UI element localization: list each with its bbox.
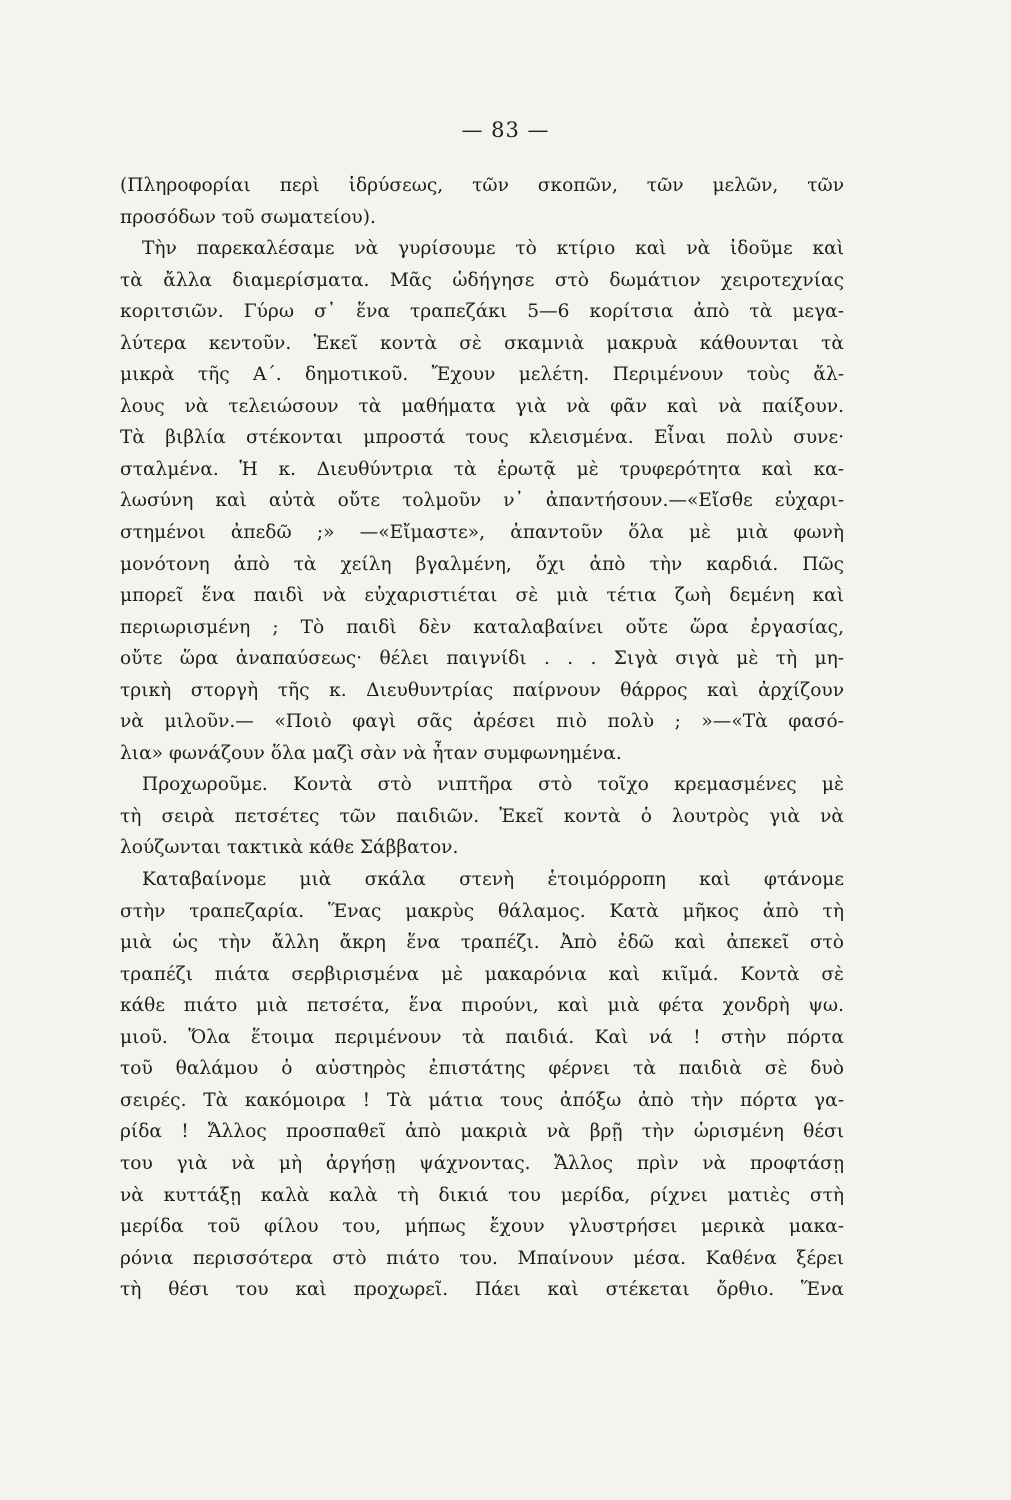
text-line: περιωρισμένη ; Τὸ παιδὶ δὲν καταλαβαίνει οὔτε ὥρα ἐργασίας, [120, 616, 844, 638]
text-line: στημένοι ἀπεδῶ ;» —«Εἴμαστε», ἀπαντοῦν ὅλα μὲ μιὰ φωνὴ [120, 522, 844, 544]
text-line: μιὰ ὡς τὴν ἄλλη ἄκρη ἕνα τραπέζι. Ἀπὸ ἐδῶ καὶ ἀπεκεῖ στὸ [120, 932, 844, 954]
paragraph [120, 864, 844, 1306]
text-line: τὴ σειρὰ πετσέτες τῶν παιδιῶν. Ἐκεῖ κοντὰ ὁ λουτρὸς γιὰ νὰ [120, 805, 844, 827]
text-line: μονότονη ἀπὸ τὰ χείλη βγαλμένη, ὄχι ἀπὸ τὴν καρδιά. Πῶς [120, 553, 844, 575]
text-line: μιοῦ. Ὅλα ἕτοιμα περιμένουν τὰ παιδιά. Καὶ νά ! στὴν πόρτα [120, 1026, 844, 1048]
text-line: νὰ κυττάξῃ καλὰ καλὰ τὴ δικιά του μερίδα, ρίχνει ματιὲς στὴ [120, 1184, 844, 1206]
text-line: τὴ θέσι του καὶ προχωρεῖ. Πάει καὶ στέκεται ὄρθιο. Ἕνα [120, 1279, 844, 1301]
paragraph [120, 170, 844, 233]
text-line: Καταβαίνομε μιὰ σκάλα στενὴ ἑτοιμόρροπη καὶ φτάνομε [142, 869, 844, 891]
text-line: (Πληροφορίαι περὶ ἱδρύσεως, τῶν σκοπῶν, τῶν μελῶν, τῶν [120, 175, 844, 196]
text-line: λύτερα κεντοῦν. Ἐκεῖ κοντὰ σὲ σκαμνιὰ μακρυὰ κάθουνται τὰ [120, 332, 844, 354]
text-line: Τὴν παρεκαλέσαμε νὰ γυρίσουμε τὸ κτίριο καὶ νὰ ἰδοῦμε καὶ [142, 238, 844, 260]
text-line: μερίδα τοῦ φίλου του, μήπως ἔχουν γλυστρήσει μερικὰ μακα- [120, 1216, 844, 1238]
text-line: νὰ μιλοῦν.— «Ποιὸ φαγὶ σᾶς ἀρέσει πιὸ πολὺ ; »—«Τὰ φασό- [120, 711, 844, 733]
text-line: ρόνια περισσότερα στὸ πιάτο του. Μπαίνουν μέσα. Καθένα ξέρει [120, 1247, 844, 1269]
text-line: λους νὰ τελειώσουν τὰ μαθήματα γιὰ νὰ φᾶν καὶ νὰ παίξουν. [120, 395, 844, 417]
text-line: τοῦ θαλάμου ὁ αὐστηρὸς ἐπιστάτης φέρνει τὰ παιδιὰ σὲ δυὸ [120, 1058, 844, 1080]
text-line: τὰ ἄλλα διαμερίσματα. Μᾶς ὡδήγησε στὸ δωμάτιον χειροτεχνίας [120, 269, 844, 291]
text-line: ρίδα ! Ἄλλος προσπαθεῖ ἀπὸ μακριὰ νὰ βρῇ τὴν ὡρισμένη θέσι [120, 1121, 844, 1143]
text-line: οὔτε ὥρα ἀναπαύσεως· θέλει παιγνίδι . . . Σιγὰ σιγὰ μὲ τὴ μη- [120, 648, 844, 670]
text-line: λούζωνται τακτικὰ κάθε Σάββατον. [120, 837, 459, 859]
paragraph [120, 233, 844, 769]
text-line: λωσύνη καὶ αὐτὰ οὔτε τολμοῦν ν᾽ ἀπαντήσουν.—«Εἴσθε εὐχαρι- [120, 490, 844, 512]
text-line: μικρὰ τῆς Α΄. δημοτικοῦ. Ἔχουν μελέτη. Περιμένουν τοὺς ἄλ- [120, 364, 844, 386]
text-line: στὴν τραπεζαρία. Ἕνας μακρὺς θάλαμος. Κατὰ μῆκος ἀπὸ τὴ [120, 900, 844, 922]
text-line: κοριτσιῶν. Γύρω σ᾽ ἕνα τραπεζάκι 5—6 κορίτσια ἀπὸ τὰ μεγα- [120, 301, 844, 323]
body-text [120, 170, 844, 1306]
text-line: σταλμένα. Ἡ κ. Διευθύντρια τὰ ἐρωτᾷ μὲ τρυφερότητα καὶ κα- [120, 458, 844, 480]
text-line: λια» φωνάζουν ὅλα μαζὶ σὰν νὰ ἦταν συμφωνημένα. [120, 742, 622, 764]
text-line: τρικὴ στοργὴ τῆς κ. Διευθυντρίας παίρνουν θάρρος καὶ ἀρχίζουν [120, 679, 844, 701]
text-line: προσόδων τοῦ σωματείου). [120, 206, 376, 228]
text-line: του γιὰ νὰ μὴ ἀργήσῃ ψάχνοντας. Ἄλλος πρὶν νὰ προφτάσῃ [120, 1152, 844, 1174]
paragraph [120, 769, 844, 864]
text-line: κάθε πιάτο μιὰ πετσέτα, ἕνα πιρούνι, καὶ μιὰ φέτα χονδρὴ ψω. [120, 995, 844, 1017]
text-line: τραπέζι πιάτα σερβιρισμένα μὲ μακαρόνια καὶ κιῖμά. Κοντὰ σὲ [120, 963, 844, 985]
text-line: Προχωροῦμε. Κοντὰ στὸ νιπτῆρα στὸ τοῖχο κρεμασμένες μὲ [142, 774, 844, 796]
page-number: — 83 — [461, 118, 550, 142]
text-line: μπορεῖ ἕνα παιδὶ νὰ εὐχαριστιέται σὲ μιὰ τέτια ζωὴ δεμένη καὶ [120, 585, 844, 607]
text-line: Τὰ βιβλία στέκονται μπροστά τους κλεισμένα. Εἶναι πολὺ συνε· [120, 427, 844, 449]
text-line: σειρές. Τὰ κακόμοιρα ! Τὰ μάτια τους ἀπόξω ἀπὸ τὴν πόρτα γα- [120, 1089, 844, 1111]
